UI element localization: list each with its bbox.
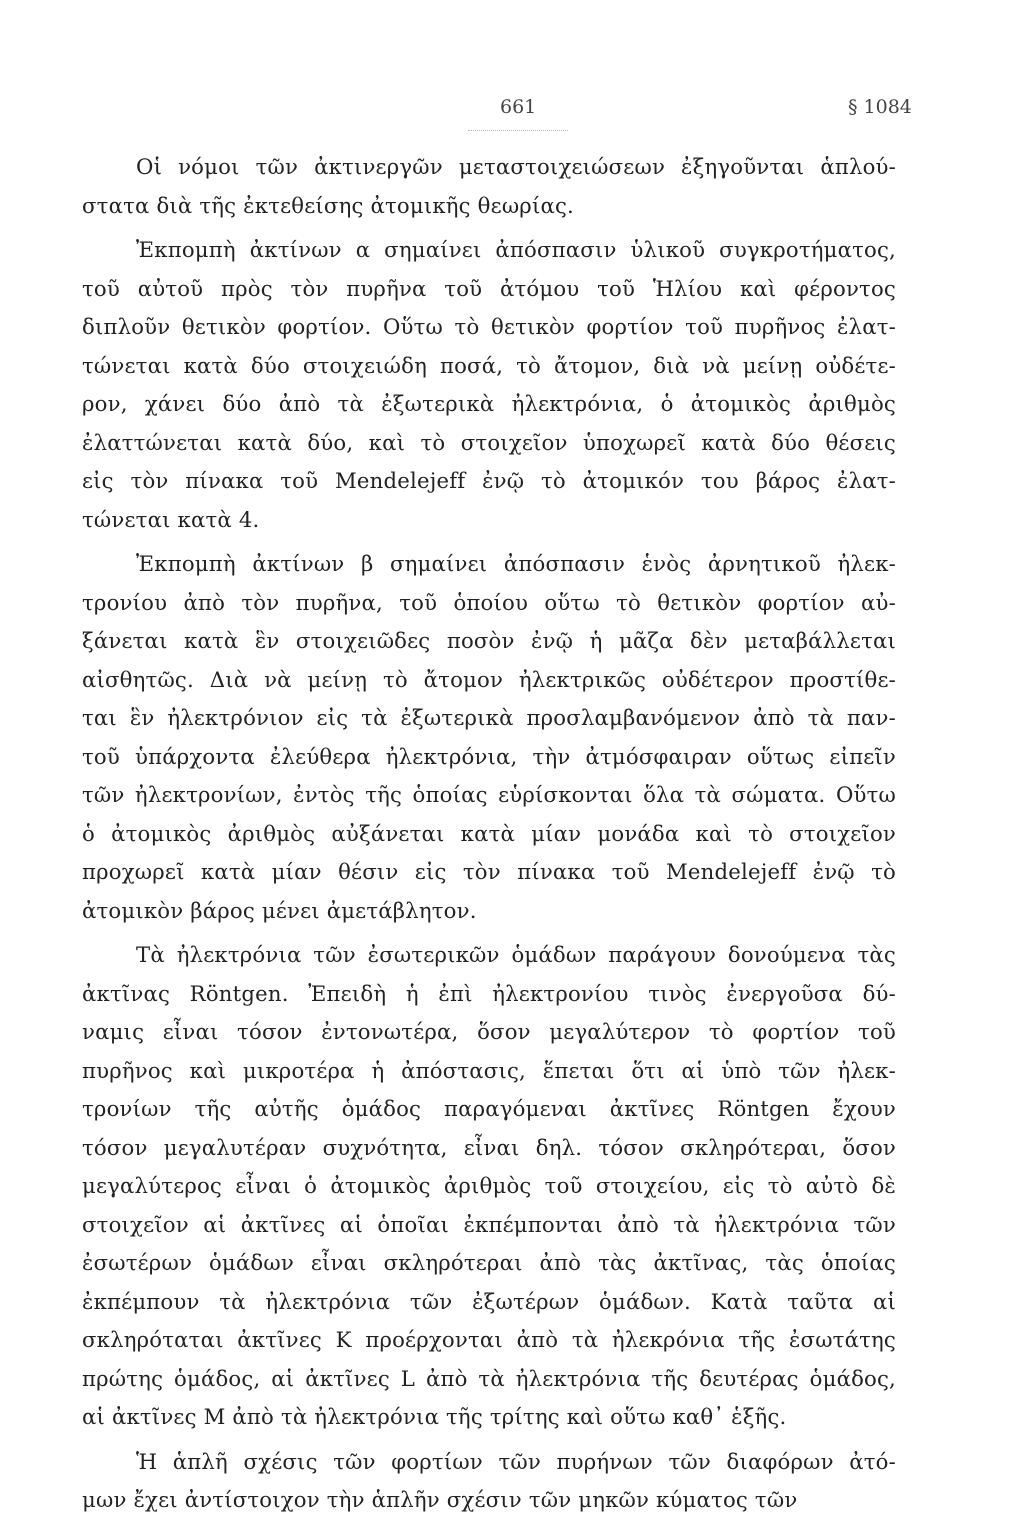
text-line: τρονίου ἀπὸ τὸν πυρῆνα, τοῦ ὁποίου οὕτω τὸ θετικὸν φορτίον αὐ- — [82, 589, 896, 615]
text-line: Οἱ νόμοι τῶν ἀκτινεργῶν μεταστοιχειώσεων ἐξηγοῦνται ἁπλού- — [136, 154, 896, 179]
text-line: πυρῆνος καὶ μικροτέρα ἡ ἀπόστασις, ἕπεται ὅτι αἱ ὑπὸ τῶν ἠλεκ- — [82, 1057, 896, 1083]
body-text — [82, 148, 896, 1526]
text-line: αἱ ἀκτῖνες Μ ἀπὸ τὰ ἠλεκτρόνια τῆς τρίτης καὶ οὕτω καθ᾽ ἑξῆς. — [82, 1404, 787, 1429]
text-line: εἰς τὸν πίνακα τοῦ Mendelejeff ἐνῷ τὸ ἀτομικόν του βάρος ἐλατ- — [82, 468, 896, 493]
header-rule — [468, 130, 568, 131]
text-line: ἐλαττώνεται κατὰ δύο, καὶ τὸ στοιχεῖον ὑποχωρεῖ κατὰ δύο θέσεις — [82, 429, 896, 455]
text-line: σκληρόταται ἀκτῖνες Κ προέρχονται ἀπὸ τὰ ἠλεκρόνια τῆς ἐσωτάτης — [82, 1327, 896, 1352]
paragraph — [82, 231, 896, 539]
text-line: τόσον μεγαλυτέραν συχνότητα, εἶναι δηλ. τόσον σκληρότεραι, ὅσον — [82, 1134, 896, 1160]
paragraph — [82, 1443, 896, 1520]
text-line: μεγαλύτερος εἶναι ὁ ἀτομικὸς ἀριθμὸς τοῦ στοιχείου, εἰς τὸ αὐτὸ δὲ — [82, 1173, 896, 1198]
text-line: ἀτομικὸν βάρος μένει ἀμετάβλητον. — [82, 897, 477, 923]
text-line: Ἐκπομπὴ ἀκτίνων α σημαίνει ἀπόσπασιν ὑλικοῦ συγκροτήματος, — [136, 237, 896, 262]
text-line: ὁ ἀτομικὸς ἀριθμὸς αὐξάνεται κατὰ μίαν μονάδα καὶ τὸ στοιχεῖον — [82, 820, 896, 846]
text-line: ναμις εἶναι τόσον ἐντονωτέρα, ὅσον μεγαλύτερον τὸ φορτίον τοῦ — [82, 1019, 896, 1044]
text-line: τοῦ αὐτοῦ πρὸς τὸν πυρῆνα τοῦ ἀτόμου τοῦ Ἡλίου καὶ φέροντος — [82, 275, 896, 301]
text-line: πρώτης ὁμάδος, αἱ ἀκτῖνες L ἀπὸ τὰ ἠλεκτρόνια τῆς δευτέρας ὁμάδος, — [82, 1365, 896, 1391]
text-line: στοιχεῖον αἱ ἀκτῖνες αἱ ὁποῖαι ἐκπέμπονται ἀπὸ τὰ ἠλεκτρόνια τῶν — [82, 1211, 896, 1237]
text-line: αἰσθητῶς. Διὰ νὰ μείνῃ τὸ ἄτομον ἠλεκτρικῶς οὐδέτερον προστίθε- — [82, 666, 896, 692]
text-line: τοῦ ὑπάρχοντα ἐλεύθερα ἠλεκτρόνια, τὴν ἀτμόσφαιραν οὕτως εἰπεῖν — [82, 743, 896, 769]
text-line: τῶν ἠλεκτρονίων, ἐντὸς τῆς ὁποίας εὑρίσκονται ὅλα τὰ σώματα. Οὕτω — [82, 782, 896, 807]
text-line: τρονίων τῆς αὐτῆς ὁμάδος παραγόμεναι ἀκτῖνες Röntgen ἔχουν — [82, 1096, 896, 1121]
text-line: τώνεται κατὰ δύο στοιχειώδη ποσά, τὸ ἄτομον, διὰ νὰ μείνῃ οὐδέτε- — [82, 352, 896, 378]
page-number: 661 — [500, 96, 537, 118]
text-line: ρον, χάνει δύο ἀπὸ τὰ ἐξωτερικὰ ἠλεκτρόνια, ὁ ἀτομικὸς ἀριθμὸς — [82, 391, 896, 416]
paragraph — [82, 936, 896, 1437]
text-line: Ἡ ἁπλῆ σχέσις τῶν φορτίων τῶν πυρήνων τῶν διαφόρων ἀτό- — [136, 1448, 896, 1474]
paragraph — [82, 148, 896, 225]
text-line: ξάνεται κατὰ ἓν στοιχειῶδες ποσὸν ἐνῷ ἡ μᾶζα δὲν μεταβάλλεται — [82, 628, 896, 653]
text-line: ἐσωτέρων ὁμάδων εἶναι σκληρότεραι ἀπὸ τὰς ἀκτῖνας, τὰς ὁποίας — [82, 1250, 896, 1275]
text-line: προχωρεῖ κατὰ μίαν θέσιν εἰς τὸν πίνακα τοῦ Mendelejeff ἐνῷ τὸ — [82, 859, 896, 884]
section-reference: § 1084 — [848, 96, 912, 118]
text-line: διπλοῦν θετικὸν φορτίον. Οὕτω τὸ θετικὸν φορτίον τοῦ πυρῆνος ἐλατ- — [82, 314, 896, 339]
text-line: ἐκπέμπουν τὰ ἠλεκτρόνια τῶν ἐξωτέρων ὁμάδων. Κατὰ ταῦτα αἱ — [82, 1288, 896, 1314]
text-line: Ἐκπομπὴ ἀκτίνων β σημαίνει ἀπόσπασιν ἑνὸς ἀρνητικοῦ ἠλεκ- — [136, 551, 896, 576]
text-line: ἀκτῖνας Röntgen. Ἐπειδὴ ἡ ἐπὶ ἠλεκτρονίου τινὸς ἐνεργοῦσα δύ- — [82, 980, 896, 1006]
text-line: μων ἔχει ἀντίστοιχον τὴν ἁπλῆν σχέσιν τῶν μηκῶν κύματος τῶν — [82, 1487, 798, 1512]
text-line: τώνεται κατὰ 4. — [82, 506, 260, 532]
text-line: Τὰ ἠλεκτρόνια τῶν ἐσωτερικῶν ὁμάδων παράγουν δονούμενα τὰς — [136, 942, 896, 967]
text-line: στατα διὰ τῆς ἐκτεθείσης ἀτομικῆς θεωρίας. — [82, 192, 574, 218]
text-line: ται ἓν ἠλεκτρόνιον εἰς τὰ ἐξωτερικὰ προσλαμβανόμενον ἀπὸ τὰ παν- — [82, 705, 896, 730]
paragraph — [82, 545, 896, 930]
